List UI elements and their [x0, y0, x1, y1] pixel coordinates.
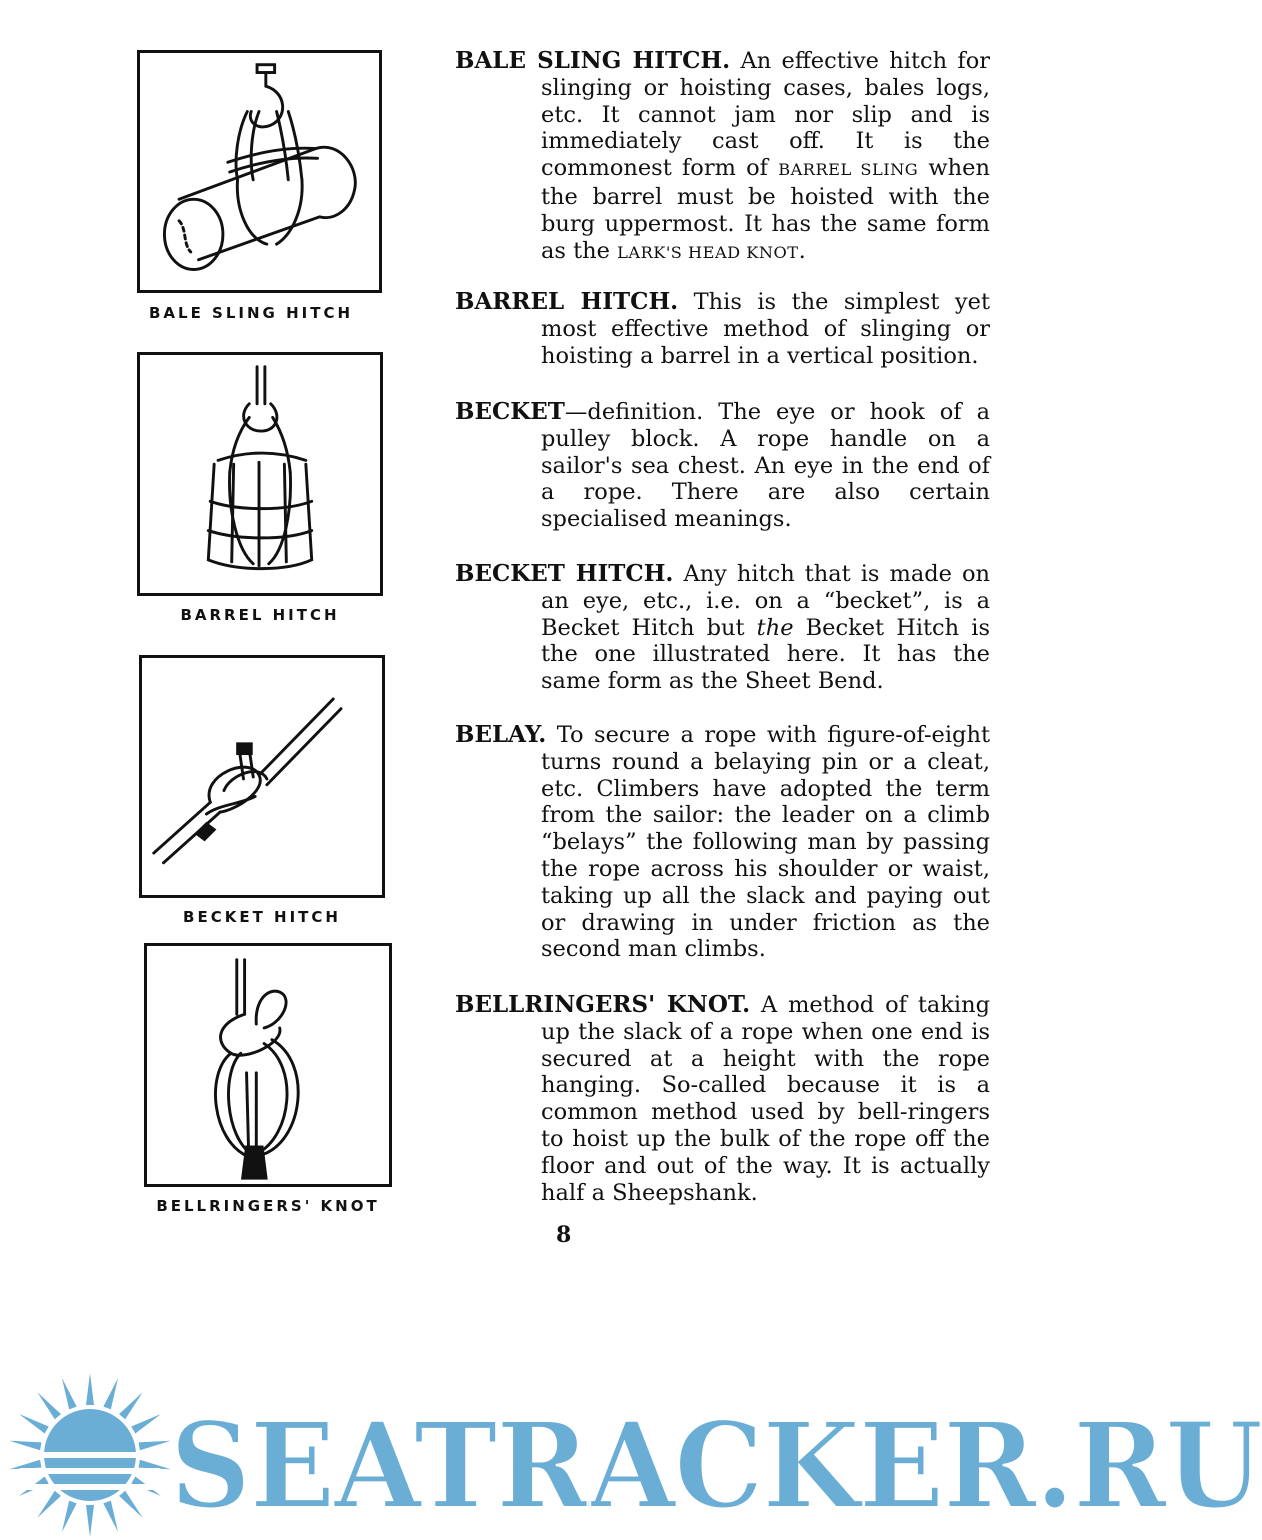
entry-text: To secure a rope with figure-of-eight turns round a belaying pin or a cleat, etc. Climbers have adopted the term from the sailor: the leader on a climb “belays” the following man by passing the rope across his shoulder or waist, taking up all the slack and paying out or drawing in under friction as the second man climbs.	[541, 722, 990, 963]
entry-text: .	[798, 237, 806, 264]
cross-reference: BARREL SLING	[778, 160, 919, 180]
becket-hitch-illustration	[139, 655, 385, 898]
entry-bale-sling-hitch	[455, 48, 990, 266]
entry-text: This is the simplest yet most effective method of slinging or hoisting a barrel in a vertical position.	[541, 289, 990, 369]
entry-text: when the barrel must be hoisted with the burg uppermost. It has the same form as the	[541, 155, 990, 264]
barrel-hitch-caption: BARREL HITCH	[180, 606, 340, 624]
cross-reference: LARK'S HEAD KNOT	[617, 242, 799, 262]
entry-term: BECKET	[455, 398, 565, 425]
entry-bellringers-knot	[455, 992, 990, 1206]
entry-becket-hitch	[455, 561, 990, 695]
entry-barrel-hitch	[455, 289, 990, 369]
entry-term: BALE SLING HITCH.	[455, 47, 731, 74]
entry-becket	[455, 399, 990, 533]
entry-text: Becket Hitch is the one illustrated here. It has the same form as the Sheet Bend.	[541, 614, 990, 695]
bale-sling-hitch-illustration	[137, 50, 382, 293]
bellringers-knot-illustration	[144, 943, 392, 1187]
entry-belay	[455, 722, 990, 963]
entry-text: A method of taking up the slack of a rope when one end is secured at a height with the rope hanging. So-called because it is a common method used by bell-ringers to hoist up the bulk of the rope off the floor and out of the way. It is actually half a Sheepshank.	[541, 992, 991, 1206]
bellringers-knot-caption: BELLRINGERS' KNOT	[156, 1197, 380, 1215]
entry-text: —definition. The eye or hook of a pulley block. A rope handle on a sailor's sea chest. An eye in the end of a rope. There are also certain specialised meanings.	[541, 399, 990, 533]
bale-sling-hitch-caption: BALE SLING HITCH	[148, 304, 354, 322]
entry-text: An effective hitch for slinging or hoisting cases, bales logs, etc. It cannot jam nor slip and is immediately cast off. It is the commonest form of	[541, 48, 991, 182]
entry-term: BELLRINGERS' KNOT.	[455, 991, 751, 1018]
entry-term: BARREL HITCH.	[455, 288, 679, 315]
entry-term: BELAY.	[455, 721, 547, 748]
becket-hitch-caption: BECKET HITCH	[183, 908, 341, 926]
emphasis: the	[756, 614, 794, 641]
page-number: 8	[556, 1222, 572, 1248]
watermark-text: SEATRACKER.RU	[170, 1398, 1262, 1536]
barrel-hitch-illustration	[137, 352, 383, 596]
entry-term: BECKET HITCH.	[455, 560, 674, 587]
entry-text: Any hitch that is made on an eye, etc., i.e. on a “becket”, is a Becket Hitch but	[541, 561, 991, 641]
